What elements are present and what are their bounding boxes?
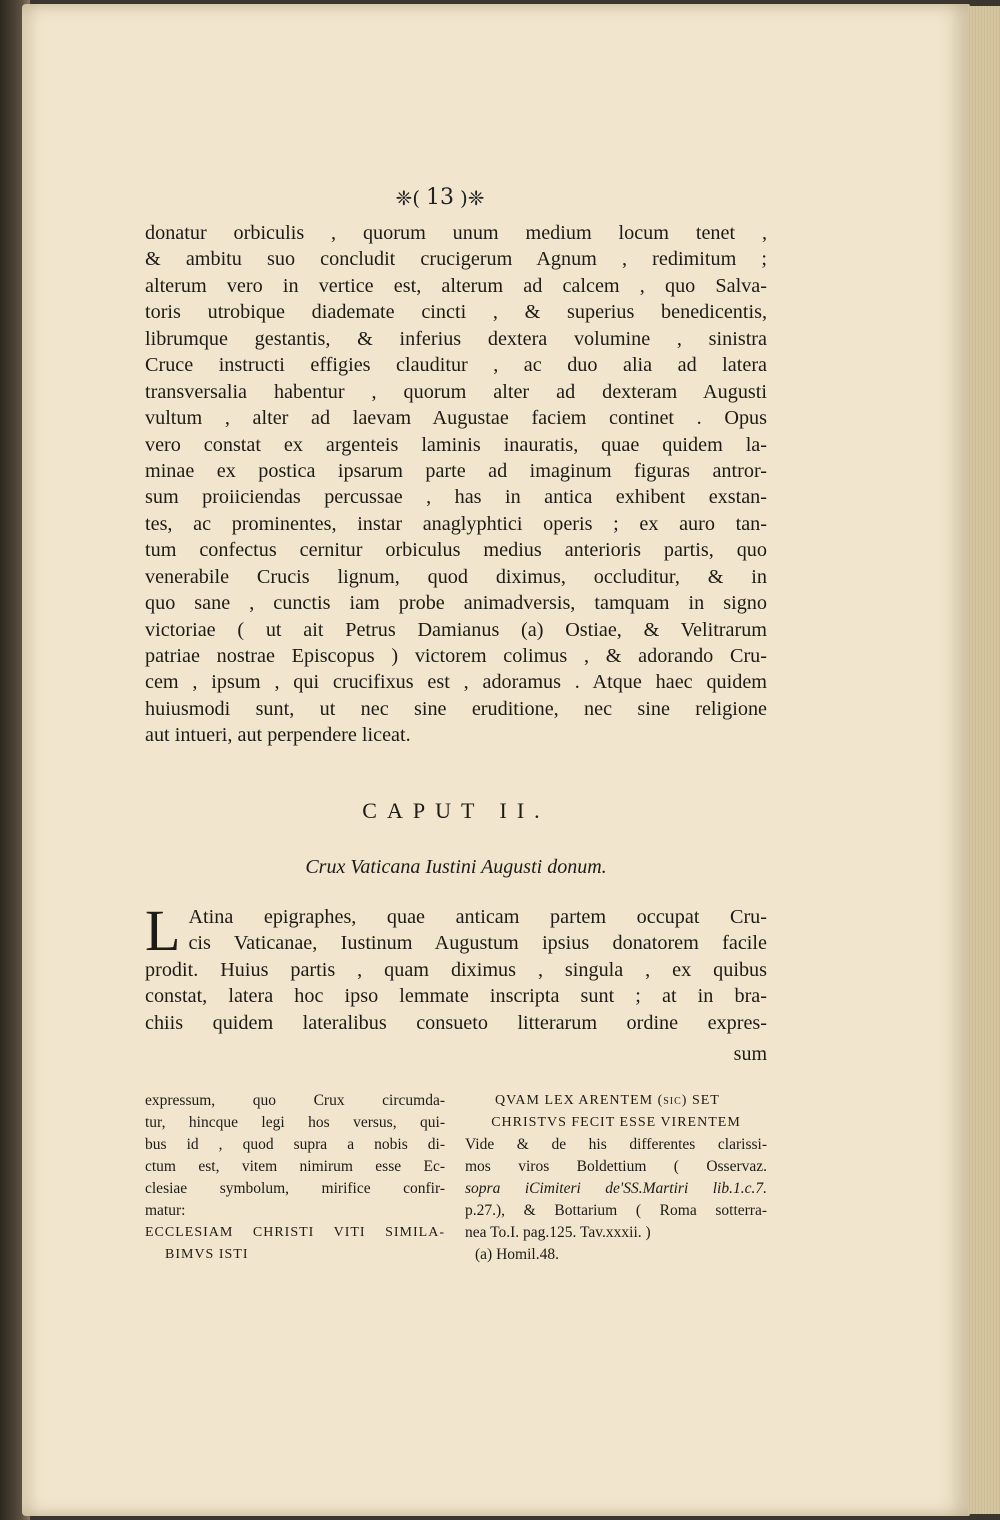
body-text — [145, 220, 767, 749]
page-edges — [968, 6, 1000, 1514]
catchword: sum — [733, 1043, 767, 1065]
text-line: cem , ipsum , qui crucifixus est , adoramus . Atque haec quidem — [145, 671, 767, 694]
footnote-line: tur, hincque legi hos versus, qui- — [145, 1114, 445, 1131]
text-line: tum confectus cernitur orbiculus medius anterioris partis, quo — [145, 539, 767, 562]
text-line: aut intueri, aut perpendere liceat. — [145, 724, 411, 747]
footnote-line: sopra iCimiteri de'SS.Martiri lib.1.c.7. — [465, 1180, 767, 1197]
footnote-line: p.27.), & Bottarium ( Roma sotterra- — [465, 1202, 767, 1219]
text-line: transversalia habentur , quorum alter ad dexteram Augusti — [145, 380, 767, 403]
text-line: patriae nostrae Episcopus ) victorem colimus , & adorando Cru- — [145, 645, 767, 667]
text-line: Cruce instructi effigies clauditur , ac duo alia ad latera — [145, 354, 767, 377]
text-line: prodit. Huius partis , quam diximus , singula , ex quibus — [145, 958, 767, 981]
chapter-text — [145, 898, 767, 1036]
chapter-heading: CAPUT II. — [362, 798, 550, 823]
footnote-left-column — [145, 1090, 445, 1266]
text-line: venerabile Crucis lignum, quod diximus, occluditur, & in — [145, 565, 767, 588]
text-line: chiis quidem lateralibus consueto litterarum ordine expres- — [145, 1011, 767, 1034]
text-line: Atina epigraphes, quae anticam partem occupat Cru- — [188, 906, 767, 928]
text-line: vultum , alter ad laevam Augustae faciem continet . Opus — [145, 407, 767, 430]
text-line: alterum vero in vertice est, alterum ad calcem , quo Salva- — [145, 274, 767, 297]
footnote-inscription: CHRISTVS FECIT ESSE VIRENTEM — [491, 1115, 741, 1130]
footnote-line: clesiae symbolum, mirifice confir- — [145, 1180, 445, 1197]
text-line: constat, latera hoc ipso lemmate inscripta sunt ; at in bra- — [145, 985, 767, 1008]
text-line: vero constat ex argenteis laminis inauratis, quae quidem la- — [145, 433, 767, 456]
text-line: minae ex postica ipsarum parte ad imaginum figuras antror- — [145, 459, 767, 482]
chapter-subtitle: Crux Vaticana Iustini Augusti donum. — [305, 856, 607, 878]
footnote-line: bus id , quod supra a nobis di- — [145, 1136, 445, 1153]
footnote-reference: (a) Homil.48. — [475, 1246, 559, 1263]
text-line: sum proiiciendas percussae , has in antica exhibent exstan- — [145, 486, 767, 509]
text-line: tes, ac prominentes, instar anaglyphtici operis ; ex auro tan- — [145, 512, 767, 535]
ornament-left: ❈( — [395, 185, 420, 210]
text-line: toris utrobique diademate cincti , & superius benedicentis, — [145, 301, 767, 324]
footnote-right-column — [465, 1090, 767, 1266]
footnote-line: matur: — [145, 1202, 186, 1219]
footnote-line: expressum, quo Crux circumda- — [145, 1092, 445, 1109]
drop-cap: L — [145, 898, 181, 963]
text-line: & ambitu suo concludit crucigerum Agnum , redimitum ; — [145, 248, 767, 271]
footnote-inscription: QVAM LEX ARENTEM (sic) SET — [495, 1093, 720, 1108]
text-line: librumque gestantis, & inferius dextera volumine , sinistra — [145, 327, 767, 350]
text-line: quo sane , cunctis iam probe animadversis, tamquam in signo — [145, 592, 767, 615]
page-number: 13 — [426, 185, 454, 210]
footnote-line: ctum est, vitem nimirum esse Ec- — [145, 1158, 445, 1175]
footnote-inscription: BIMVS ISTI — [165, 1247, 249, 1262]
text-line: donatur orbiculis , quorum unum medium locum tenet , — [145, 222, 767, 244]
text-line: victoriae ( ut ait Petrus Damianus (a) Ostiae, & Velitrarum — [145, 618, 767, 641]
footnote-inscription: ECCLESIAM CHRISTI VITI SIMILA- — [145, 1225, 445, 1240]
text-line: huiusmodi sunt, ut nec sine eruditione, nec sine religione — [145, 697, 767, 720]
footnote-line: mos viros Boldettium ( Osservaz. — [465, 1158, 767, 1175]
text-line: cis Vaticanae, Iustinum Augustum ipsius donatorem facile — [188, 932, 767, 955]
footnote-line: nea To.I. pag.125. Tav.xxxii. ) — [465, 1224, 651, 1241]
footnote-line: Vide & de his differentes clarissi- — [465, 1136, 767, 1153]
ornament-right: )❈ — [460, 185, 485, 210]
running-head — [370, 182, 510, 210]
